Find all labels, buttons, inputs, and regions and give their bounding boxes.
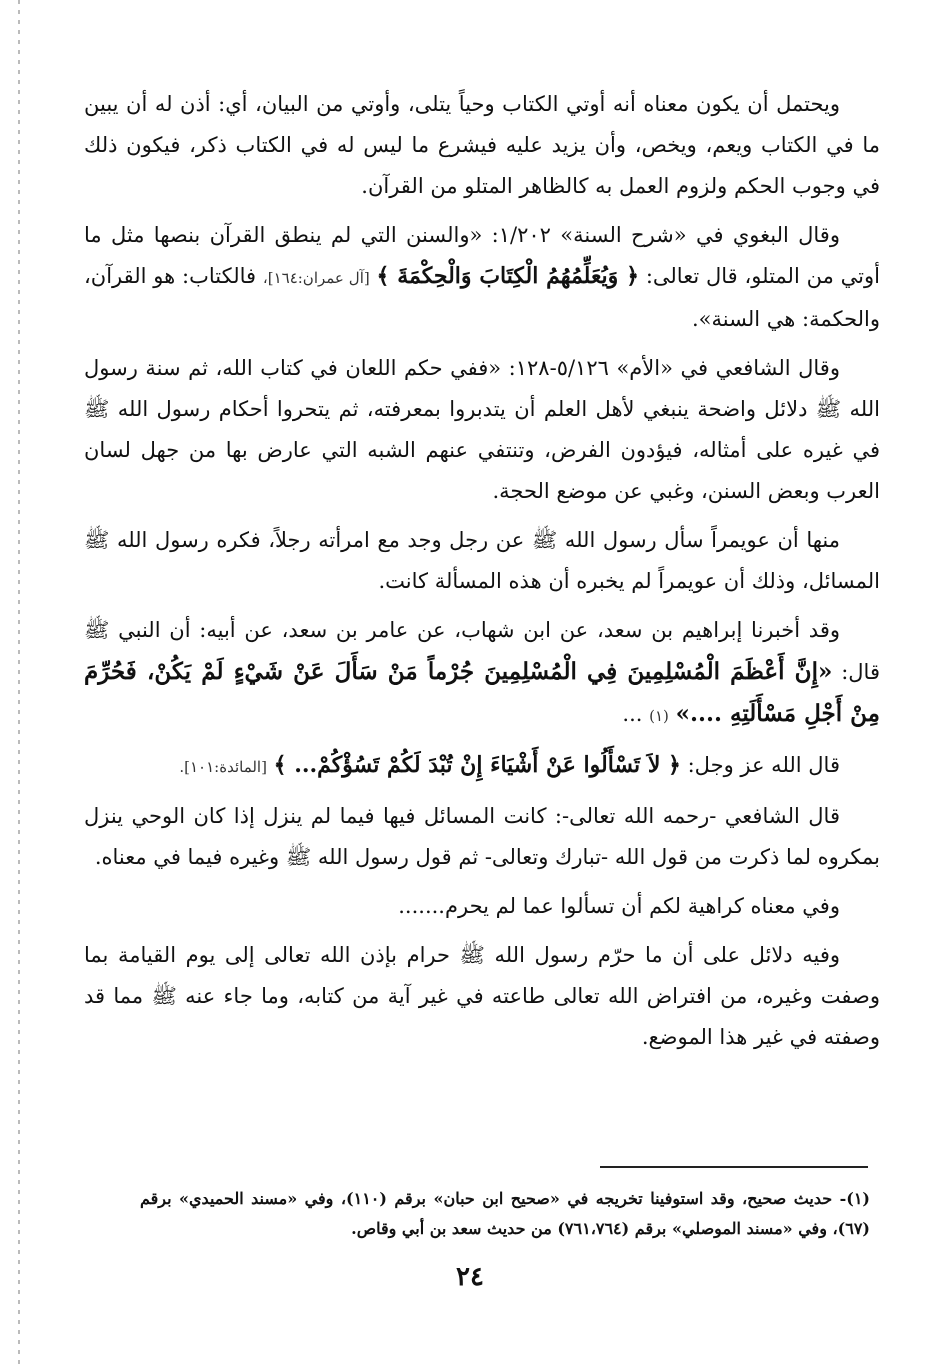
isnad-text: وقد أخبرنا إبراهيم بن سعد، عن ابن شهاب، عن عامر بن سعد، عن أبيه: أن النبي ﷺ قال:	[84, 618, 880, 684]
verse-intro: قال الله عز وجل:	[687, 753, 840, 777]
verse-reference-2: [المائدة:١٠١].	[179, 758, 267, 776]
paragraph-karahiya: وفي معناه كراهية لكم أن تسألوا عما لم يحرم.......	[398, 894, 840, 918]
verse-reference-1: [آل عمران:١٦٤]،	[262, 269, 370, 287]
paragraph-dalail: وفيه دلائل على أن ما حرّم رسول الله ﷺ حرام بإذن الله تعالى إلى يوم القيامة بما وصفت وغيره، من افتراض الله تعالى طاعته في غير آية من كتابه، وما جاء عنه ﷺ مما قد وصفته في غير هذا الموضع.	[84, 943, 880, 1049]
hadith-ellipsis: ...	[622, 702, 643, 726]
footnote-divider	[600, 1166, 868, 1168]
paragraph-shafii-umm: وقال الشافعي في «الأم» ٥/١٢٦-١٢٨: «ففي حكم اللعان في كتاب الله، ثم سنة رسول الله ﷺ دلائل واضحة ينبغي لأهل العلم أن يتدبروا بمعرفته، ثم يتحروا أحكام رسول الله ﷺ في غيره على أمثاله، فيؤدون الفرض، وتنتفي عنهم الشبه التي عارض بها من جهل لسان العرب وبعض السنن، وغبي عن موضع الحجة.	[84, 356, 880, 503]
paragraph-shafii-masail: قال الشافعي -رحمه الله تعالى-: كانت المسائل فيها فيما لم ينزل إذا كان الوحي ينزل بمكروه لما ذكرت من قول الله -تبارك وتعالى- ثم قول رسول الله ﷺ وغيره فيما في معناه.	[84, 804, 880, 869]
paragraph-verse-2	[84, 745, 880, 788]
verse-quran-1: ﴿ وَيُعَلِّمُهُمُ الْكِتَابَ وَالْحِكْمَةَ ﴾	[376, 263, 639, 289]
main-text	[84, 84, 880, 1066]
verse-quran-2: ﴿ لاَ تَسْأَلُوا عَنْ أَشْيَاءَ إِنْ تُبْدَ لَكُمْ تَسُؤْكُمْ... ﴾	[273, 752, 681, 778]
page-number: ٢٤	[456, 1262, 484, 1292]
paragraph-1: ويحتمل أن يكون معناه أنه أوتي الكتاب وحياً يتلى، وأوتي من البيان، أي: أذن له أن يبين ما في الكتاب ويعم، ويخص، وأن يزيد عليه فيشرع ما ليس له في الكتاب ذكر، فيكون ذلك في وجوب الحكم ولزوم العمل به كالظاهر المتلو من القرآن.	[84, 92, 880, 198]
baghawi-conclusion: فالكتاب: هو القرآن، والحكمة: هي السنة».	[84, 264, 880, 331]
baghawi-text: وقال البغوي في «شرح السنة» ١/٢٠٢: «والسنن التي لم ينطق القرآن بنصها مثل ما أوتي من المتلو، قال تعالى:	[84, 223, 880, 288]
paragraph-uwaymir: منها أن عويمراً سأل رسول الله ﷺ عن رجل وجد مع امرأته رجلاً، فكره رسول الله ﷺ المسائل، وذلك أن عويمراً لم يخبره أن هذه المسألة كانت.	[84, 528, 880, 593]
footnote-marker: (١)	[649, 707, 669, 725]
hadith-text: «إِنَّ أَعْظَمَ الْمُسْلِمِينَ فِي الْمُسْلِمِينَ جُرْماً مَنْ سَأَلَ عَنْ شَيْءٍ لَمْ يَكُنْ، فَحُرِّمَ مِنْ أَجْلِ مَسْأَلَتِهِ ....»	[84, 658, 880, 727]
paragraph-baghawi	[84, 215, 880, 340]
scan-edge-dots	[18, 0, 20, 1365]
footnote: (١)- حديث صحيح، وقد استوفينا تخريجه في «صحيح ابن حبان» برقم (١١٠)، وفي «مسند الحميدي» برقم (٦٧)، وفي «مسند الموصلي» برقم (٧٦١،٧٦٤) من حديث سعد بن أبي وقاص.	[140, 1189, 870, 1238]
paragraph-hadith	[84, 610, 880, 737]
